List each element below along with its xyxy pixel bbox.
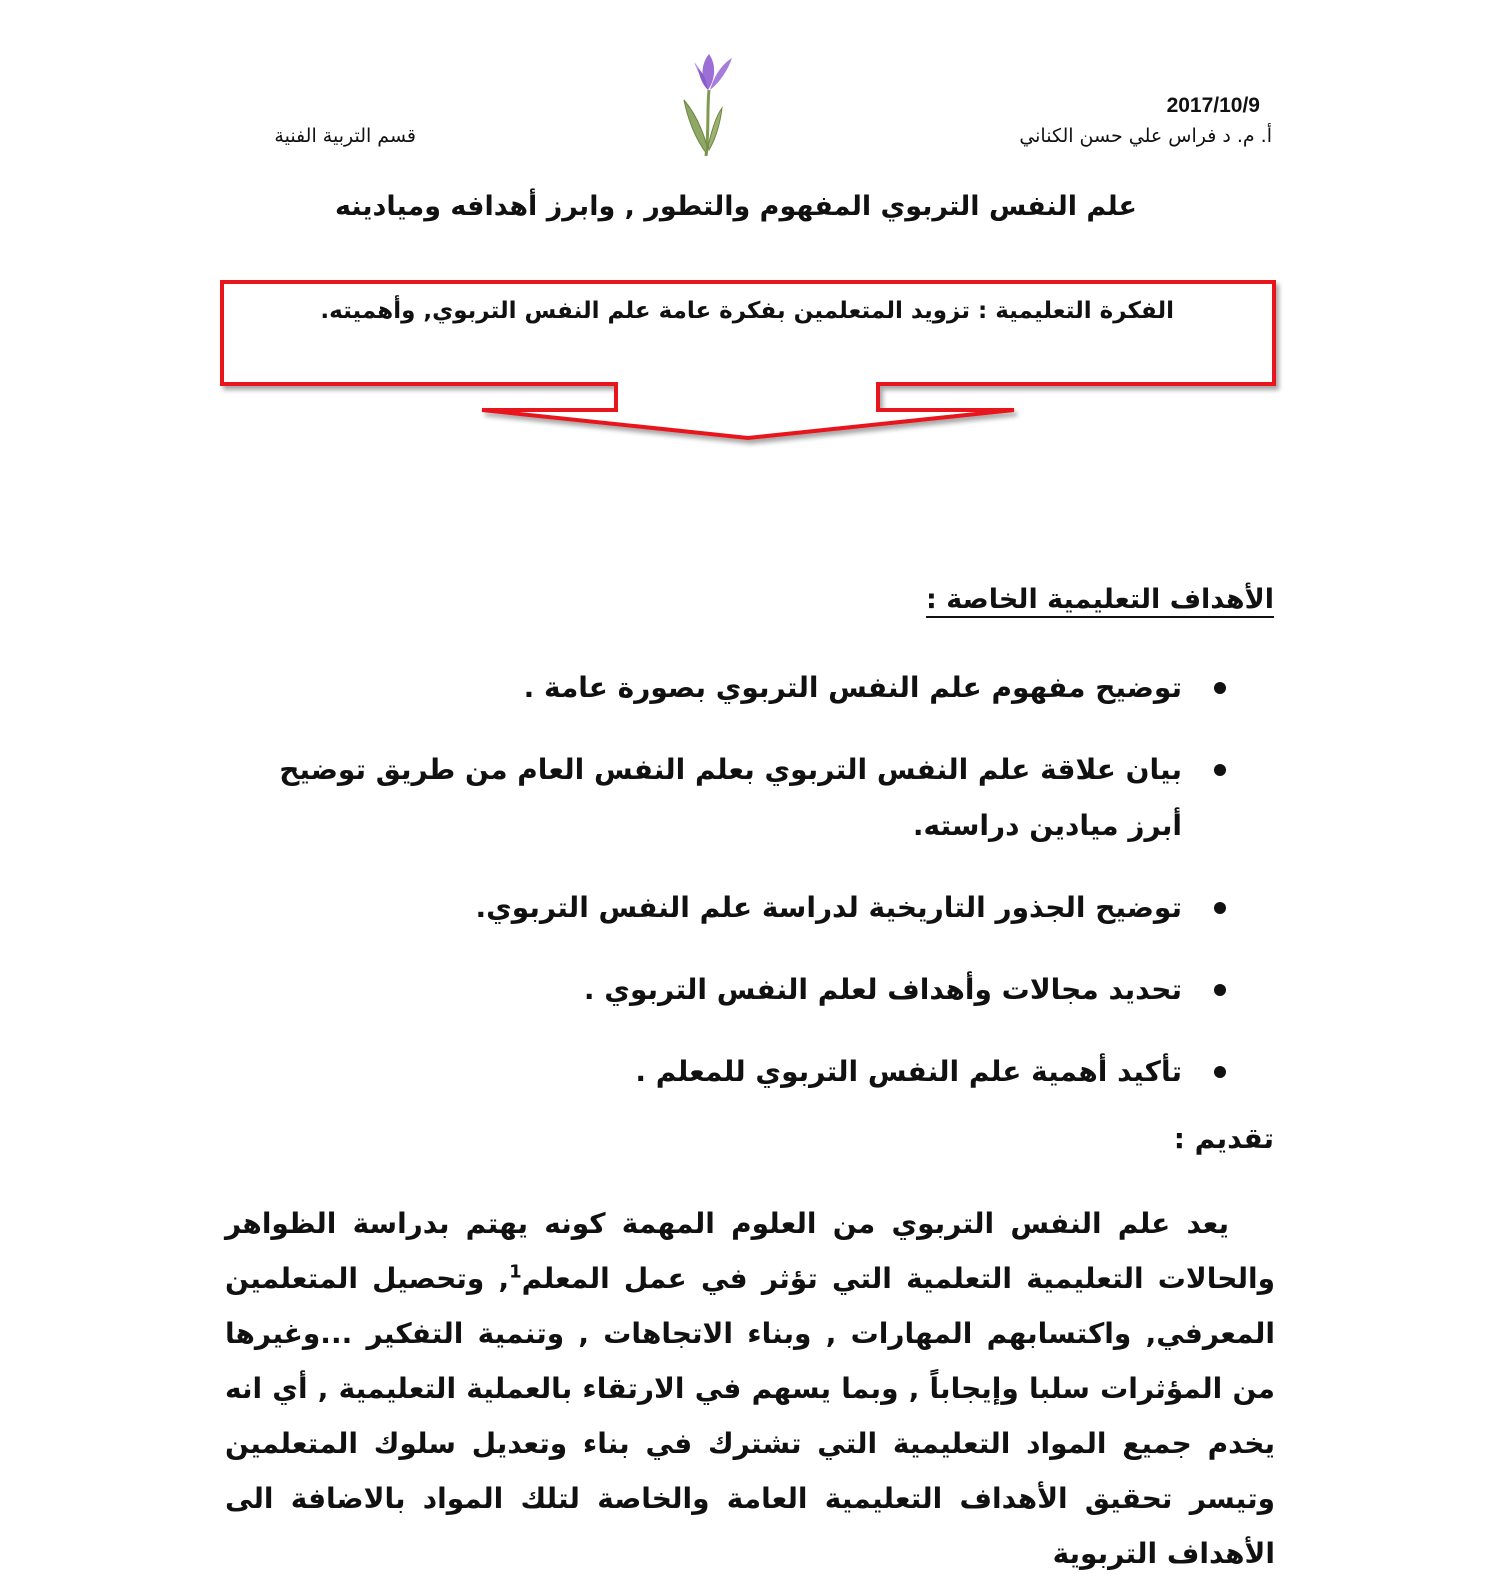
intro-paragraph [225,1196,1275,1570]
objective-text: تأكيد أهمية علم النفس التربوي للمعلم . [635,1055,1182,1088]
bullet-icon [1214,984,1226,996]
objective-text: بيان علاقة علم النفس التربوي بعلم النفس العام من طريق توضيح أبرز ميادين دراسته. [279,753,1182,842]
list-item [240,1044,1240,1100]
list-item [240,742,1240,854]
objective-text: توضيح مفهوم علم النفس التربوي بصورة عامة . [523,671,1182,704]
objective-text: تحديد مجالات وأهداف لعلم النفس التربوي . [583,973,1182,1006]
objectives-heading-text: الأهداف التعليمية الخاصة : [926,584,1274,615]
bullet-icon [1214,682,1226,694]
document-date: 2017/10/9 [1166,94,1260,117]
footnote-marker[interactable]: 1 [509,1261,522,1283]
author-name: أ. م. د فراس علي حسن الكناني [1019,125,1272,147]
list-item [240,660,1240,716]
objectives-heading [900,584,1274,615]
tulip-flower-icon [676,50,740,158]
intro-text-part2: , وتحصيل المتعلمين المعرفي, واكتسابهم المهارات , وبناء الاتجاهات , وتنمية التفكير ...وغيرها من المؤثرات سلبا وإيجاباً , وبما يسهم في الارتقاء بالعملية التعليمية , أي انه يخدم جميع المواد التعليمية التي تشترك في بناء وتعديل سلوك المتعلمين وتيسر تحقيق الأهداف التعليمية العامة والخاصة لتلك المواد بالاضافة الى الأهداف التربوية [225,1262,1275,1570]
objectives-list [240,660,1240,1126]
learning-idea-text: الفكرة التعليمية : تزويد المتعلمين بفكرة عامة علم النفس التربوي, وأهميته. [320,298,1174,324]
intro-text-part1: يعد علم النفس التربوي من العلوم المهمة كونه يهتم بدراسة الظواهر والحالات التعليمية التعلمية التي تؤثر في عمل المعلم [225,1207,1275,1295]
bullet-icon [1214,902,1226,914]
list-item [240,880,1240,936]
intro-heading: تقديم : [1173,1122,1274,1155]
document-title: علم النفس التربوي المفهوم والتطور , وابرز أهدافه وميادينه [334,191,1137,222]
department-name: قسم التربية الفنية [274,125,416,147]
objective-text: توضيح الجذور التاريخية لدراسة علم النفس التربوي. [475,891,1182,924]
list-item [240,962,1240,1018]
bullet-icon [1214,764,1226,776]
bullet-icon [1214,1066,1226,1078]
